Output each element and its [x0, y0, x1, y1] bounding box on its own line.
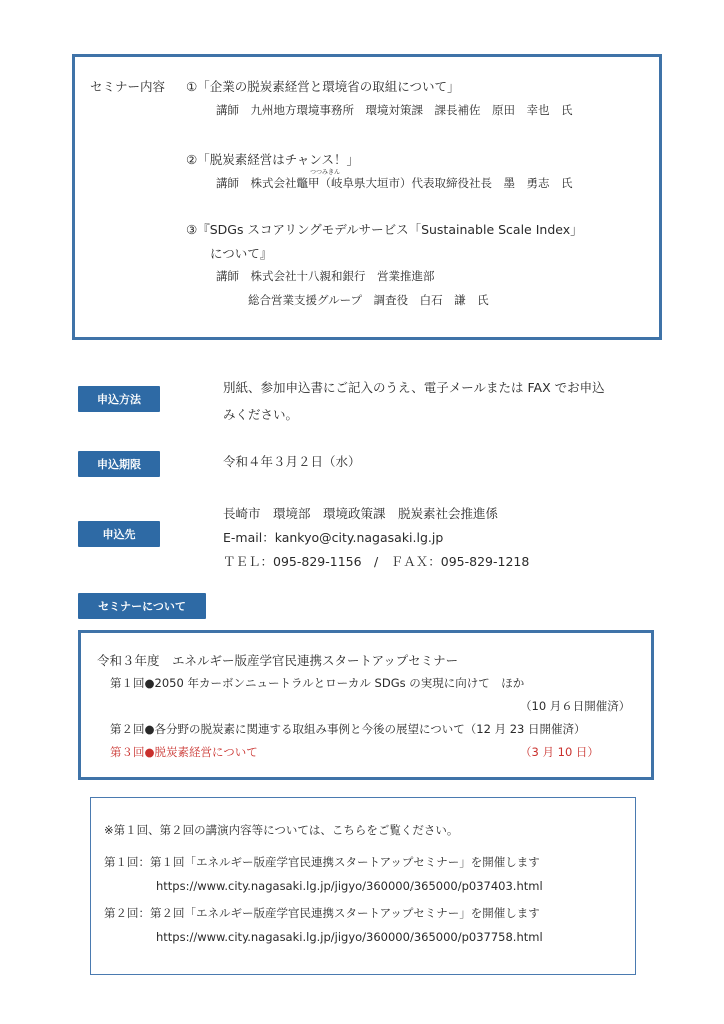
application-method-line2: みください。	[223, 407, 299, 422]
seminar-item-3-title-line1: ③『SDGs スコアリングモデルサービス「Sustainable Scale Index」	[186, 222, 583, 237]
seminar-item-3-speaker-line1: 講師 株式会社十八親和銀行 営業推進部	[216, 269, 435, 283]
contact-tag: 申込先	[78, 521, 160, 547]
application-method-tag: 申込方法	[78, 386, 160, 412]
session-3-date: （3 月 10 日）	[520, 745, 599, 759]
notes-link1-title: 第１回：第１回「エネルギー版産学官民連携スタートアップセミナー」を開催します	[104, 855, 540, 869]
session-1-date: （10 月６日開催済）	[520, 699, 631, 713]
deadline-tag: 申込期限	[78, 451, 160, 477]
contact-org: 長崎市 環境部 環境政策課 脱炭素社会推進係	[223, 506, 499, 521]
seminar-item-2-ruby: つつみきん	[310, 169, 341, 176]
about-heading: 令和３年度 エネルギー版産学官民連携スタートアップセミナー	[97, 653, 459, 668]
notes-link2-url[interactable]: https://www.city.nagasaki.lg.jp/jigyo/360000/365000/p037758.html	[156, 930, 543, 944]
seminar-item-1-title: ①「企業の脱炭素経営と環境省の取組について」	[186, 79, 460, 94]
application-method-line1: 別紙、参加申込書にご記入のうえ、電子メールまたは FAX でお申込	[223, 380, 605, 395]
notes-link1-url[interactable]: https://www.city.nagasaki.lg.jp/jigyo/360000/365000/p037403.html	[156, 879, 543, 893]
seminar-item-3-speaker-line2: 総合営業支援グループ 調査役 白石 謙 氏	[248, 293, 489, 307]
deadline-text: 令和４年３月２日（水）	[223, 454, 361, 469]
notes-link2-title: 第２回：第２回「エネルギー版産学官民連携スタートアップセミナー」を開催します	[104, 906, 540, 920]
seminar-content-label: セミナー内容	[90, 79, 166, 94]
seminar-item-2-speaker: 講師 株式会社鼈甲（岐阜県大垣市）代表取締役社長 墨 勇志 氏	[216, 176, 573, 190]
session-3: 第３回●脱炭素経営について	[110, 745, 258, 759]
notes-intro: ※第１回、第２回の講演内容等については、こちらをご覧ください。	[104, 823, 459, 837]
seminar-item-2-title: ②「脱炭素経営はチャンス！」	[186, 152, 359, 167]
seminar-item-1-speaker: 講師 九州地方環境事務所 環境対策課 課長補佐 原田 幸也 氏	[216, 103, 573, 117]
session-2: 第２回●各分野の脱炭素に関連する取組み事例と今後の展望について（12 月 23 日開催済）	[110, 722, 586, 736]
session-1: 第１回●2050 年カーボンニュートラルとローカル SDGs の実現に向けて ほか	[110, 676, 525, 690]
about-seminar-tag: セミナーについて	[78, 593, 206, 619]
contact-phone: ＴＥＬ：095-829-1156 / ＦＡＸ：095-829-1218	[223, 554, 530, 569]
seminar-item-3-title-line2: について』	[210, 246, 273, 261]
contact-email[interactable]: E-mail：kankyo@city.nagasaki.lg.jp	[223, 530, 444, 545]
